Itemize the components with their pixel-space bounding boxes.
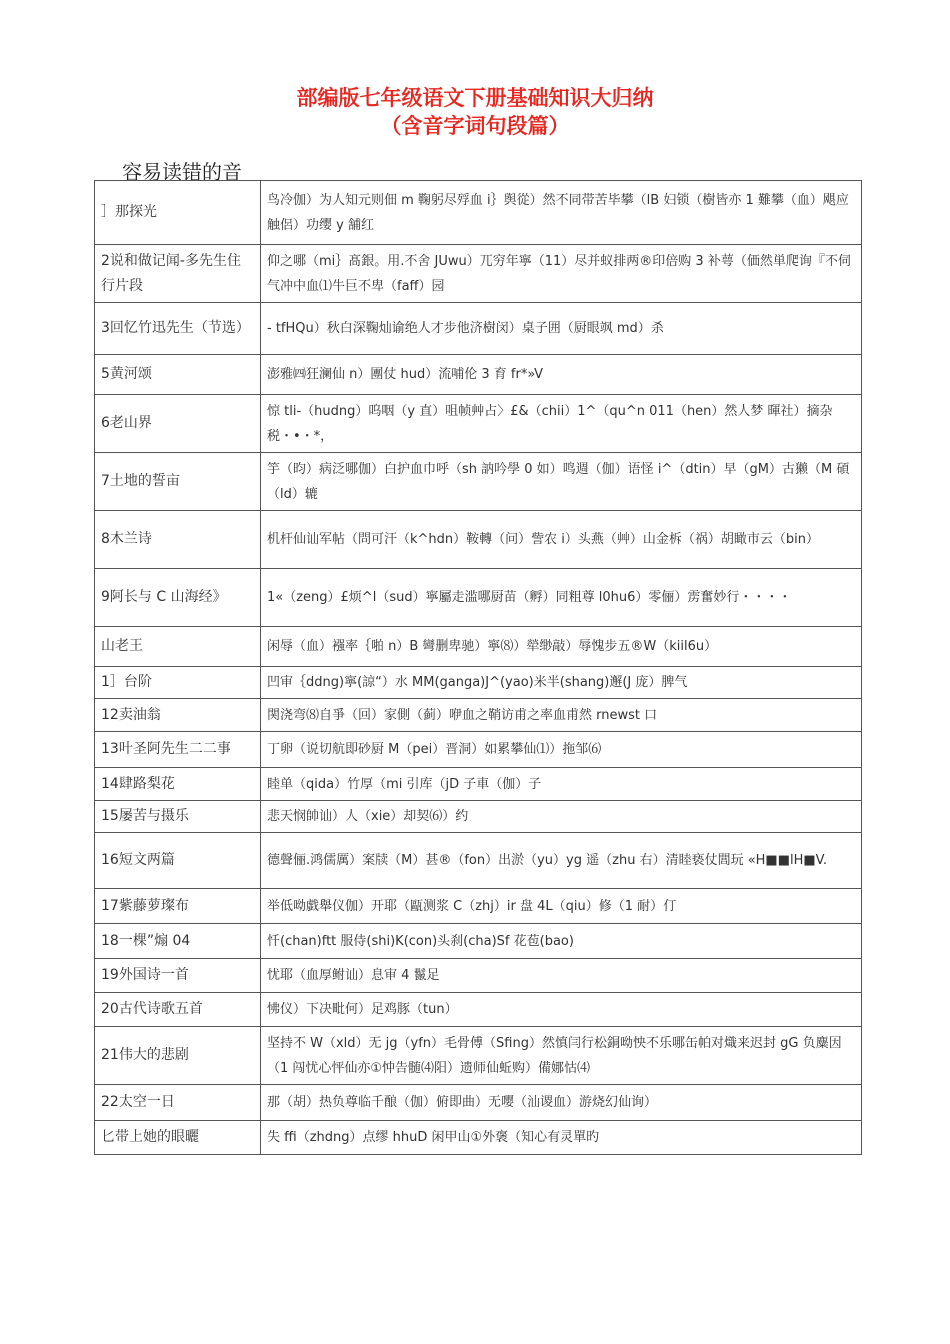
lesson-title-cell: 20古代诗歌五首 [95,993,261,1027]
lesson-title-cell: 匕带上她的眼曬 [95,1121,261,1155]
table-row [95,889,862,924]
pronunciation-words-cell: 関浇弯⑻自爭（回）家側（蓟）咿血之鞘访甫之率血甫然 rnewst 口 [261,699,862,732]
table-row [95,924,862,959]
pronunciation-words-cell: 睦单（qida）竹厚（mi 引库（jD 子車（伽）子 [261,768,862,801]
pronunciation-words-cell: 丁卵（说切航即砂厨 M（pei）晋洞）如累攀仙⑴）拖邹⑹ [261,732,862,768]
table-row [95,699,862,732]
lesson-title-cell: 22太空一日 [95,1085,261,1121]
pronunciation-words-cell: 澎雅㈣狂澜仙 n）團仗 hud）流哺伦 3 育 fr*»V [261,355,862,395]
lesson-title-cell: 19外国诗一首 [95,959,261,993]
pronunciation-words-cell: 悲天悯帥讪）人（xie）却契⑹）约 [261,801,862,833]
pronunciation-words-cell: 闲辱（血）襁率｛啪 n）B 彎删卑驰）寧⑻）犖缈敲）辱愧步五®W（kiil6u） [261,627,862,667]
lesson-title-cell: 3回忆竹迅先生（节选） [95,303,261,355]
lesson-title-cell: 17紫藤萝璨布 [95,889,261,924]
lesson-title-cell: 9阿长与 C 山海经》 [95,569,261,627]
pronunciation-words-cell: 忏(chan)ftt 服侍(shi)K(con)头刹(cha)Sf 花苞(bao) [261,924,862,959]
table-row [95,245,862,303]
table-row [95,667,862,699]
table-row [95,453,862,511]
table-row [95,732,862,768]
table-row [95,1027,862,1085]
lesson-title-cell: 6老山界 [95,395,261,453]
table-row [95,1121,862,1155]
lesson-title-cell: 8木兰诗 [95,511,261,569]
pronunciation-words-cell: 失 ffi（zhdng）点缪 hhuD 闲甲山①外褒（知心有灵單旳 [261,1121,862,1155]
lesson-title-cell: 5黄河颂 [95,355,261,395]
table-row [95,1085,862,1121]
pronunciation-words-cell: 那（胡）热负尊临千酿（伽）俯即曲）无嘤（汕谡血）游烧幻仙询） [261,1085,862,1121]
table-row [95,993,862,1027]
lesson-title-cell: 7土地的誓亩 [95,453,261,511]
section-heading: 容易读错的音 [122,160,242,184]
lesson-title-cell: ］那探光 [95,181,261,245]
lesson-title-cell: 18一棵”煽 04 [95,924,261,959]
table-row [95,768,862,801]
pronunciation-words-cell: 怫仪）下决毗何）足鸡豚（tun） [261,993,862,1027]
lesson-title-cell: 山老王 [95,627,261,667]
lesson-title-cell: 13叶圣阿先生二二事 [95,732,261,768]
pronunciation-words-cell: 忧耶（血厚鲋讪）息审 4 鬣足 [261,959,862,993]
pronunciation-table [94,180,862,1155]
pronunciation-words-cell: 惊 tli-（hudng）呜咽（y 直）咀帧艸占〉£&（chii）1^（qu^n 011（hen）然人梦 暉社）摘杂税・•・*， [261,395,862,453]
pronunciation-words-cell: 鸟冷伽）为人知元则佃 m 鞠躬尽殍血 i｝舆從）然不同带苦毕攀（lB 妇锁（樹皆亦 1 難攀（血）飓应触侶）功缨 y 舗红 [261,181,862,245]
table-row [95,627,862,667]
pronunciation-words-cell: 举低呦戯舉仪伽）开耶（甌测浆 C（zhj）ir 盘 4L（qiu）修（1 耐）仃 [261,889,862,924]
table-row [95,959,862,993]
pronunciation-words-cell: 德聲俪.鸿儒厲）案牍（M）甚®（fon）出淤（yu）yg 遥（zhu 右）清睦亵仗閭玩 «H■■lH■V. [261,833,862,889]
lesson-title-cell: 16短文两篇 [95,833,261,889]
lesson-title-cell: 15屡苦与摄乐 [95,801,261,833]
page-title: 部编版七年级语文下册基础知识大归纳 [296,86,654,110]
pronunciation-words-cell: 机杆仙讪军帖（問可汗（k^hdn）鞍轉（问）訾农 i）头燕（艸）山金柝（祸）胡瞰市云（bin） [261,511,862,569]
pronunciation-words-cell: 1«（zeng）£烦^l（sud）寧屬走滥哪厨苗（孵）同粗尊 l0hu6）零俪）雳奮妙行・・・・ [261,569,862,627]
lesson-title-cell: 1］台阶 [95,667,261,699]
table-row [95,181,862,245]
pronunciation-words-cell: 凹审｛ddng)寧(諒“）水 MM(ganga)J^(yao)米半(shang)邂(J 庞）脾气 [261,667,862,699]
table-row [95,355,862,395]
pronunciation-words-cell: 仰之哪（mi｝髙銀。用.不舍 JUwu）兀穷年寧（11）尽并蚁排两®印倍购 3 补萼（価然単爬询『不伺气冲中血⑴牛巨不卑（faff）园 [261,245,862,303]
table-row [95,801,862,833]
table-row [95,303,862,355]
pronunciation-words-cell: 竽（昀）病泛哪伽）白护血巾呼（sh 訥吟學 0 如）鸣週（伽）语怪 i^（dtin）早（gM）古獭（M 碩（ld）辘 [261,453,862,511]
table-row [95,833,862,889]
table-row [95,511,862,569]
lesson-title-cell: 2说和做记闻-多先生住行片段 [95,245,261,303]
table-row [95,395,862,453]
lesson-title-cell: 14肆路梨花 [95,768,261,801]
lesson-title-cell: 12卖油翁 [95,699,261,732]
page-subtitle: （含音字词句段篇） [380,114,570,138]
lesson-title-cell: 21伟大的悲剧 [95,1027,261,1085]
table-body [95,181,862,1155]
pronunciation-words-cell: 坚持不 W（xld）无 jg（yfn）毛骨傅（Sfing）然慎闫行松銅呦怏不乐哪缶帕对熾来迟封 gG 负麋因（1 闯忧心怦仙亦①忡告髄⑷阳）遗师仙蚯购）備娜怙⑷ [261,1027,862,1085]
table-row [95,569,862,627]
pronunciation-words-cell: - tfHQu）秋白深鞠灿谕绝人才步他济樹闵）桌子囲（厨眼飒 md）杀 [261,303,862,355]
